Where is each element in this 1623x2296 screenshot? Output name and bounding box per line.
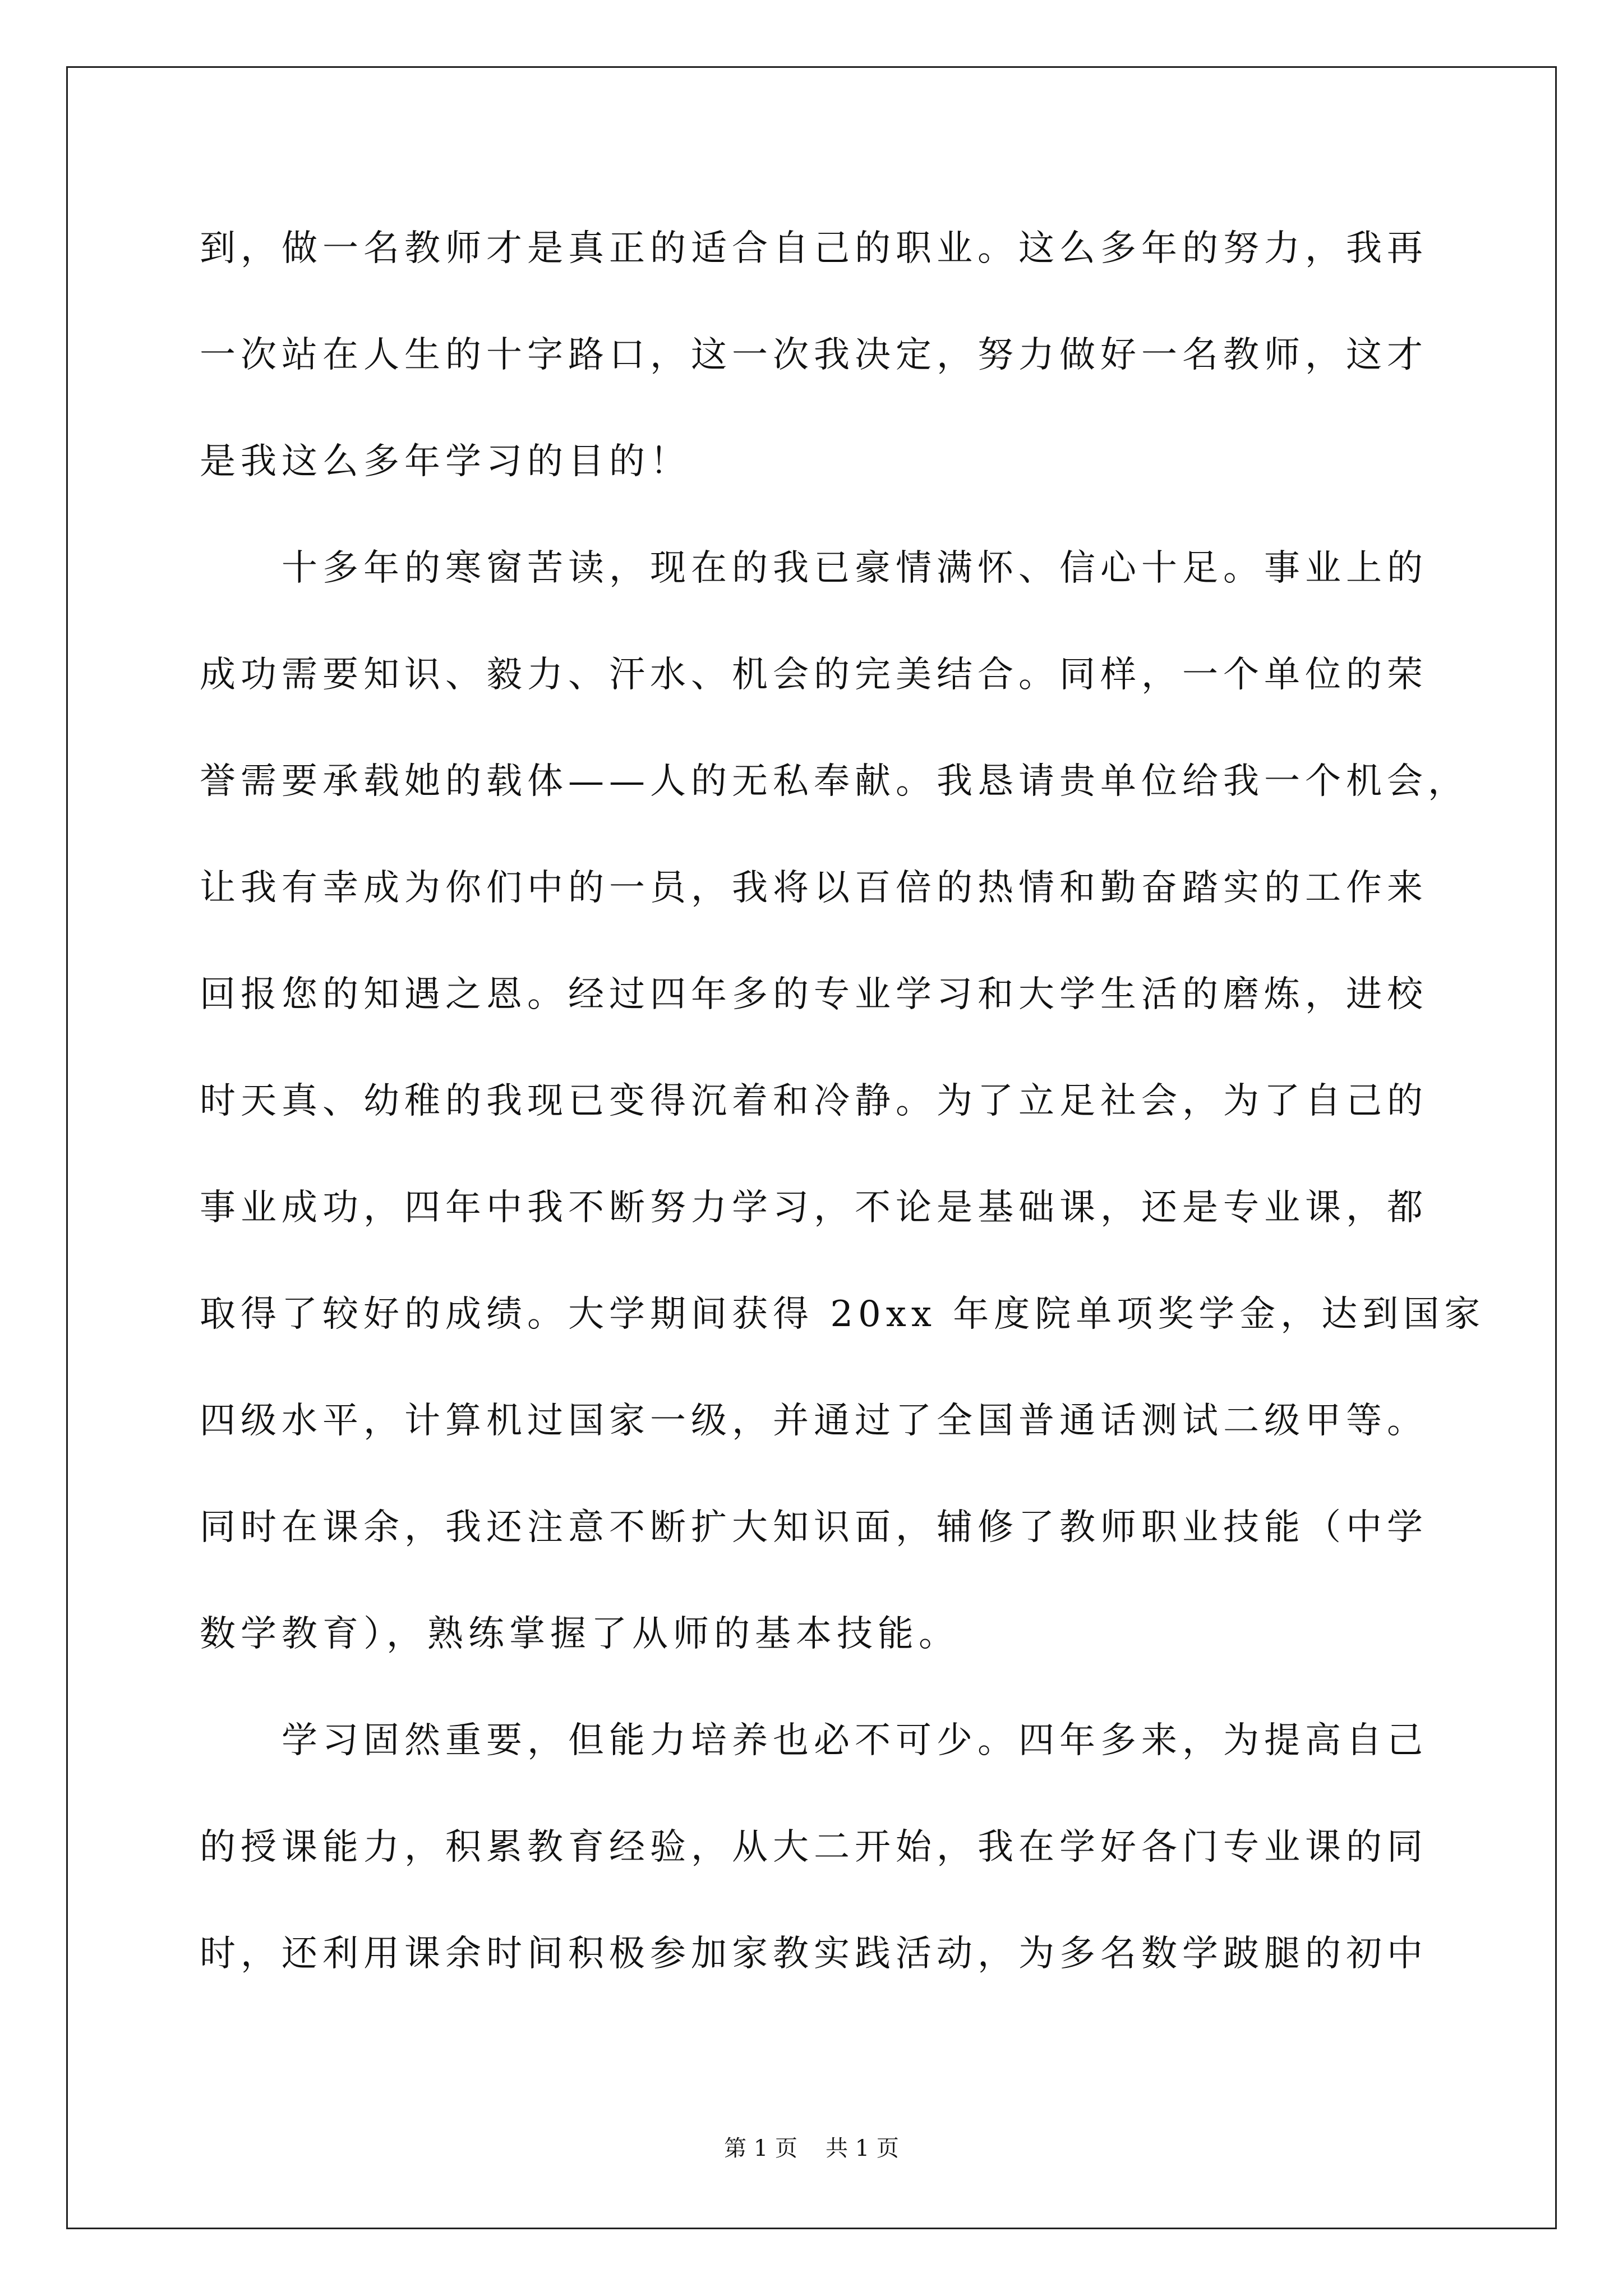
text-line: 十多年的寒窗苦读，现在的我已豪情满怀、信心十足。事业上的 <box>282 547 1428 589</box>
text-line: 让我有幸成为你们中的一员，我将以百倍的热情和勤奋踏实的工作来 <box>200 867 1428 909</box>
text-line: 同时在课余，我还注意不断扩大知识面，辅修了教师职业技能（中学 <box>200 1507 1428 1548</box>
text-line: 时，还利用课余时间积极参加家教实践活动，为多名数学跛腿的初中 <box>200 1933 1428 1975</box>
page-total: 共 1 页 <box>826 2136 899 2161</box>
text-line: 数学教育），熟练掌握了从师的基本技能。 <box>200 1613 960 1655</box>
text-line: 誉需要承载她的载体——人的无私奉献。我恳请贵单位给我一个机会， <box>200 761 1469 802</box>
text-line: 是我这么多年学习的目的！ <box>200 441 691 482</box>
text-line: 回报您的知遇之恩。经过四年多的专业学习和大学生活的磨炼，进校 <box>200 974 1428 1015</box>
text-line: 的授课能力，积累教育经验，从大二开始，我在学好各门专业课的同 <box>200 1826 1428 1868</box>
text-line: 事业成功，四年中我不断努力学习，不论是基础课，还是专业课，都 <box>200 1187 1428 1228</box>
text-line: 一次站在人生的十字路口，这一次我决定，努力做好一名教师，这才 <box>200 334 1428 376</box>
page-number: 第 1 页 <box>724 2136 797 2161</box>
text-line: 学习固然重要，但能力培养也必不可少。四年多来，为提高自己 <box>282 1720 1428 1761</box>
text-line: 到，做一名教师才是真正的适合自己的职业。这么多年的努力，我再 <box>200 228 1428 269</box>
text-line: 成功需要知识、毅力、汗水、机会的完美结合。同样，一个单位的荣 <box>200 654 1428 696</box>
text-line: 取得了较好的成绩。大学期间获得 20xx 年度院单项奖学金，达到国家 <box>200 1294 1486 1335</box>
text-line: 四级水平，计算机过国家一级，并通过了全国普通话测试二级甲等。 <box>200 1400 1428 1442</box>
page-footer <box>0 2132 1623 2165</box>
text-line: 时天真、幼稚的我现已变得沉着和冷静。为了立足社会，为了自己的 <box>200 1080 1428 1122</box>
document-body <box>200 218 1486 2030</box>
